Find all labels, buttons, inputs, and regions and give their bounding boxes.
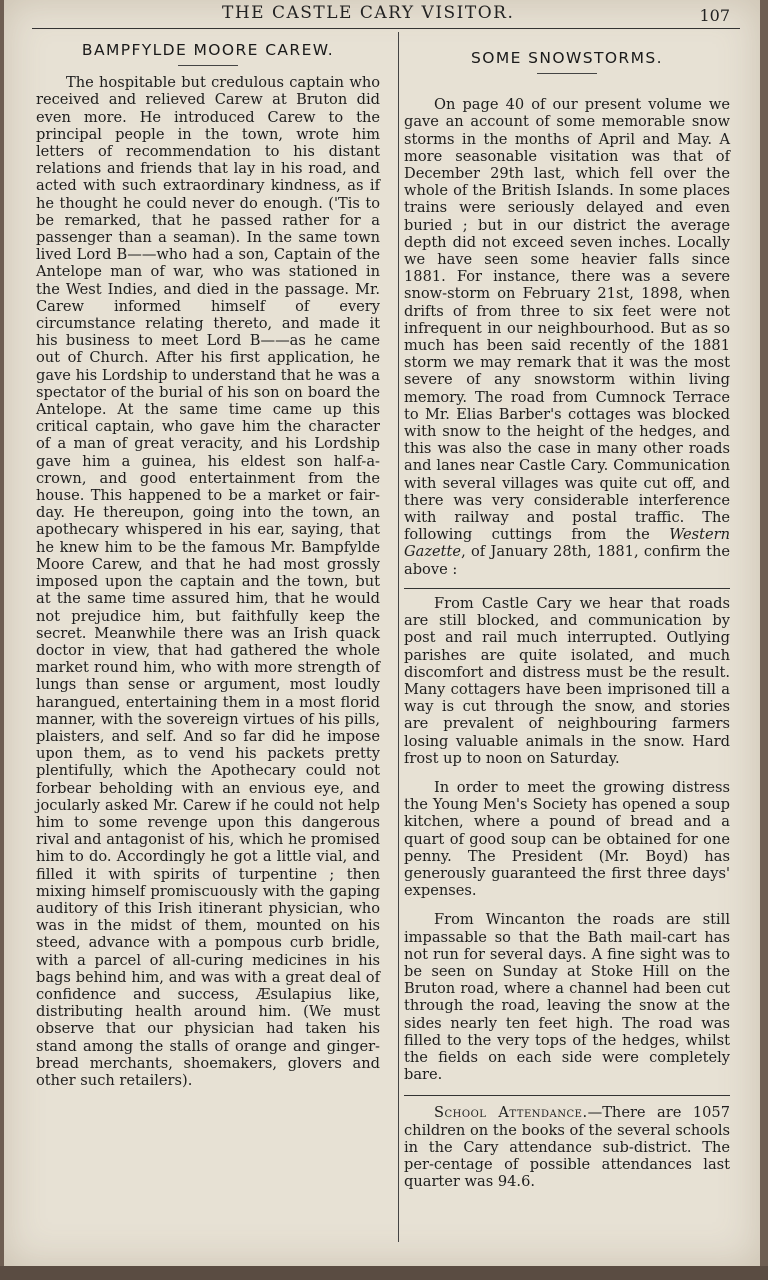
column-divider — [398, 32, 399, 1242]
title-rule — [178, 65, 238, 66]
article-title-snowstorms: SOME SNOWSTORMS. — [471, 49, 663, 67]
page-number: 107 — [699, 6, 730, 25]
newspaper-name: Western Gazette — [404, 526, 730, 561]
page-header — [4, 0, 760, 30]
p1-text-a: On page 40 of our present volume we gave an account of some memorable snow storms in the months of April and May. A more seasonable visitation was that of December 29th last, which fell over the whole of the British Islands. In some places trains were seriously delayed and even buried ; but in our district the average depth did not exceed seven inches. Locally we have seen some heavier falls since 1881. For instance, there was a severe snow-storm on February 21st, 1898, when drifts of from three to six feet were not infrequent in our neighbourhood. But as so much has been said recently of the 1881 storm we may remark that it was the most severe of any snowstorm within living memory. The road from Cumnock Terrace to Mr. Elias Barber's cottages was blocked with snow to the height of the hedges, and this was also the case in many other roads and lanes near Castle Cary. Communication with several villages was quite cut off, and there was very considerable interference with railway and postal traffic. The following cuttings from the — [404, 96, 730, 544]
article-title-carew: BAMPFYLDE MOORE CAREW. — [81, 41, 335, 59]
background-strip — [0, 1266, 768, 1280]
p1-text-b: , of January 28th, 1881, confirm the above : — [404, 543, 730, 578]
snowstorms-paragraph-4: From Wincanton the roads are still impassable so that the Bath mail-cart has not run for several days. A fine sight was to be seen on Sunday at Stoke Hill on the Bruton road, where a channel had been cut through the road, leaving the snow at the sides nearly ten feet high. The road was filled to the very tops of the hedges, whilst the fields on each side were completely bare. — [404, 911, 730, 1084]
left-column — [36, 38, 380, 1089]
right-column — [404, 50, 730, 1190]
school-attendance-heading: School Attendance. — [434, 1104, 588, 1122]
title-rule — [537, 73, 597, 74]
running-title: THE CASTLE CARY VISITOR. — [222, 3, 515, 23]
section-rule — [404, 1095, 730, 1096]
snowstorms-paragraph-3: In order to meet the growing distress the Young Men's Society has opened a soup kitchen, where a pound of bread and a quart of good soup can be obtained for one penny. The President (Mr. Boyd) has generously guaranteed the first three days' expenses. — [404, 778, 730, 900]
carew-paragraph: The hospitable but credulous captain who received and relieved Carew at Bruton did even more. He introduced Carew to the principal people in the town, wrote him letters of recommendation to his distant relations and friends that lay in his road, and acted with such extraordinary kindness, as if he thought he could never do enough. ('Tis to be remarked, that he passed rather for a passenger than a seaman). In the same town lived Lord B——who had a son, Captain of the Antelope man of war, who was stationed in the West Indies, and died in the passage. Mr. Carew informed himself of every circumstance relating thereto, and made it his business to meet Lord B——as he came out of Church. After his first application, he gave his Lordship to understand that he was a spectator of the burial of his son on board the Antelope. At the same time came up this critical captain, who gave him the character of a man of great veracity, and his Lordship gave him a guinea, his eldest son half-a-crown, and good entertainment from the house. This happened to be a market or fair-day. He thereupon, going into the town, an apothecary whispered in his ear, saying, that he knew him to be the famous Mr. Bampfylde Moore Carew, and that he had most grossly imposed upon the captain and the town, but at the same time assured him, that he would not prejudice him, but faithfully keep the secret. Meanwhile there was an Irish quack doctor in view, that had gathered the whole market round him, who with more strength of lungs than sense or argument, most loudly harangued, entertaining them in a most florid manner, with the sovereign virtues of his pills, plaisters, and self. And so far did he impose upon them, as to vend his packets pretty plentifully, which the Apothecary could not forbear beholding with an envious eye, and jocularly asked Mr. Carew if he could not help him to some revenge upon this dangerous rival and antagonist of his, which he promised him to do. Accordingly he got a little vial, and filled it with spirits of turpentine ; then mixing himself promiscuously with the gaping auditory of this Irish itinerant physician, who was in the midst of them, mounted on his steed, advance with a pompous curb bridle, with a parcel of all-curing medicines in his bags behind him, and was with a great deal of confidence and success, Æsulapius like, distributing health around him. (We must observe that our physician had taken his stand among the stalls of orange and ginger-bread merchants, shoemakers, glovers and other such retailers). — [36, 74, 380, 1089]
school-attendance-paragraph — [404, 1104, 730, 1190]
school-attendance-text: —There are 1057 children on the books of the several schools in the Cary attendance sub-district. The per-centage of possible attendances last quarter was 94.6. — [404, 1104, 730, 1191]
quote-rule — [404, 588, 730, 589]
header-rule — [32, 28, 740, 29]
book-page — [4, 0, 760, 1266]
snowstorms-paragraph-2: From Castle Cary we hear that roads are still blocked, and communication by post and rail much interrupted. Outlying parishes are quite isolated, and much discomfort and distress must be the result. Many cottagers have been imprisoned till a way is cut through the snow, and stories are prevalent of neighbouring farmers losing valuable animals in the snow. Hard frost up to noon on Saturday. — [404, 594, 730, 767]
snowstorms-paragraph-1 — [404, 96, 730, 578]
